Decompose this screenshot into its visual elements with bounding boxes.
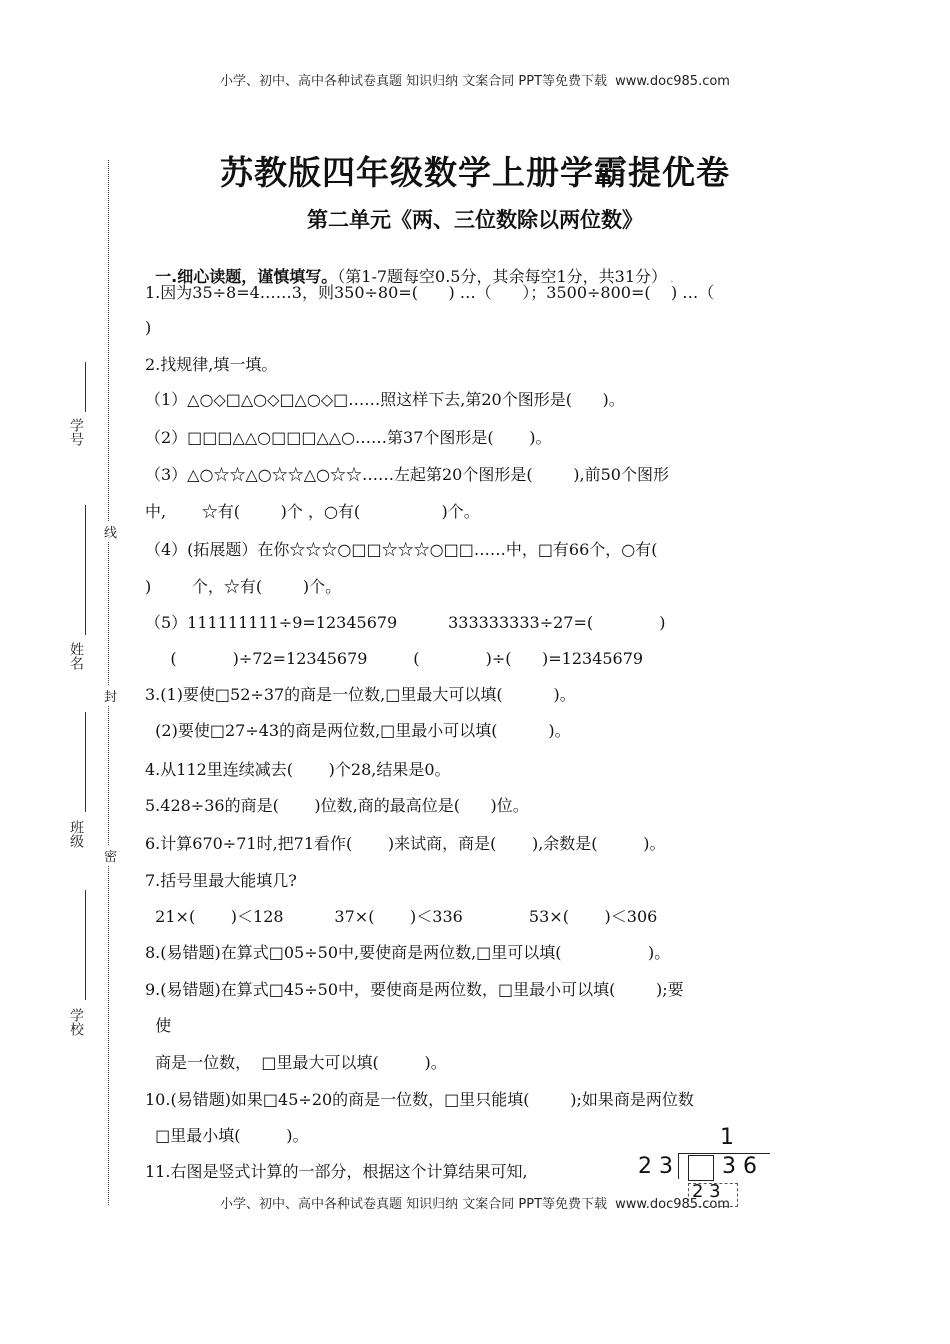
question-line: (2)要使□27÷43的商是两位数,□里最小可以填( )。 — [145, 721, 571, 740]
question-line: 4.从112里连续减去( )个28,结果是0。 — [145, 760, 451, 779]
label-underline — [85, 712, 86, 812]
question-line: 10.(易错题)如果□45÷20的商是一位数，□里只能填( );如果商是两位数 — [145, 1090, 694, 1109]
question-line: 3.(1)要使□52÷37的商是一位数,□里最大可以填( )。 — [145, 685, 576, 704]
seal-char-secret: 密 — [104, 846, 117, 865]
section-heading: 一.细心读题，谨慎填写。（第1-7题每空0.5分，其余每空1分，共31分） . — [155, 267, 674, 286]
question-line: 中, ☆有( )个 ，○有( )个。 — [145, 502, 480, 521]
page-title: 苏教版四年级数学上册学霸提优卷 — [220, 153, 730, 192]
question-line: 11.右图是竖式计算的一部分，根据这个计算结果可知, — [145, 1162, 528, 1181]
page-header — [0, 70, 950, 89]
question-line: ) 个，☆有( )个。 — [145, 577, 342, 596]
question-line: ) — [145, 318, 152, 337]
long-division-figure — [636, 1125, 776, 1215]
binding-label-student-number: 学号 — [68, 418, 84, 446]
question-line: 9.(易错题)在算式□45÷50中，要使商是两位数，□里最小可以填( );要 — [145, 980, 684, 999]
division-bracket — [678, 1153, 679, 1179]
question-line: 2.找规律,填一填。 — [145, 355, 278, 374]
question-line: ( )÷72=12345679 ( )÷( )=12345679 — [145, 649, 644, 668]
question-line: 8.(易错题)在算式□05÷50中,要使商是两位数,□里可以填( )。 — [145, 943, 671, 962]
footer-text: 小学、初中、高中各种试卷真题 知识归纳 文案合同 PPT等免费下载 — [220, 1197, 608, 1212]
seal-char-line: 线 — [104, 522, 117, 541]
page-subtitle: 第二单元《两、三位数除以两位数》 — [307, 208, 643, 232]
division-divisor: 2 3 — [638, 1154, 673, 1179]
question-line: 使 — [145, 1016, 172, 1035]
question-line: （1）△○◇□△○◇□△○◇□……照这样下去,第20个图形是( )。 — [145, 390, 625, 409]
binding-label-school: 学校 — [68, 1008, 84, 1036]
binding-label-class: 班级 — [68, 820, 84, 848]
page-footer — [0, 1193, 950, 1212]
question-line: 5.428÷36的商是( )位数,商的最高位是( )位。 — [145, 796, 529, 815]
seal-char-seal: 封 — [104, 686, 117, 705]
label-underline — [85, 362, 86, 412]
question-line: （3）△○☆☆△○☆☆△○☆☆……左起第20个图形是( ),前50个图形 — [145, 465, 669, 484]
question-line: 7.括号里最大能填几? — [145, 871, 297, 890]
question-line: （4）(拓展题）在你☆☆☆○□□☆☆☆○□□……中，□有66个，○有( — [145, 540, 658, 559]
label-underline — [85, 890, 86, 1000]
question-line: 商是一位数， □里最大可以填( )。 — [145, 1053, 447, 1072]
header-text: 小学、初中、高中各种试卷真题 知识归纳 文案合同 PPT等免费下载 — [220, 74, 608, 89]
header-url[interactable]: www.doc985.com — [615, 74, 730, 89]
division-blank-box — [688, 1155, 714, 1181]
binding-dotted-line — [108, 160, 109, 1205]
question-line: 6.计算670÷71时,把71看作( )来试商，商是( ),余数是( )。 — [145, 834, 666, 853]
division-dividend: 3 6 — [722, 1154, 757, 1179]
label-underline — [85, 505, 86, 635]
question-line: （2）□□□△△○□□□△△○……第37个图形是( )。 — [145, 428, 552, 447]
question-line: （5）111111111÷9=12345679 333333333÷27=( ) — [145, 613, 666, 632]
footer-url[interactable]: www.doc985.com — [615, 1197, 730, 1212]
division-quotient: 1 — [720, 1125, 734, 1150]
binding-label-name: 姓名 — [68, 642, 84, 670]
division-partial: 2 3 — [692, 1181, 721, 1202]
question-line: 1.因为35÷8=4……3，则350÷80=( ) …（ ）；3500÷800=( ) …（ — [145, 283, 715, 302]
question-line: □里最小填( )。 — [145, 1126, 309, 1145]
section-heading-title: 一.细心读题，谨慎填写。 — [155, 267, 338, 286]
question-line: 21×( )＜128 37×( )＜336 53×( )＜306 — [145, 907, 658, 926]
section-heading-note: （第1-7题每空0.5分，其余每空1分，共31分） — [337, 267, 668, 286]
